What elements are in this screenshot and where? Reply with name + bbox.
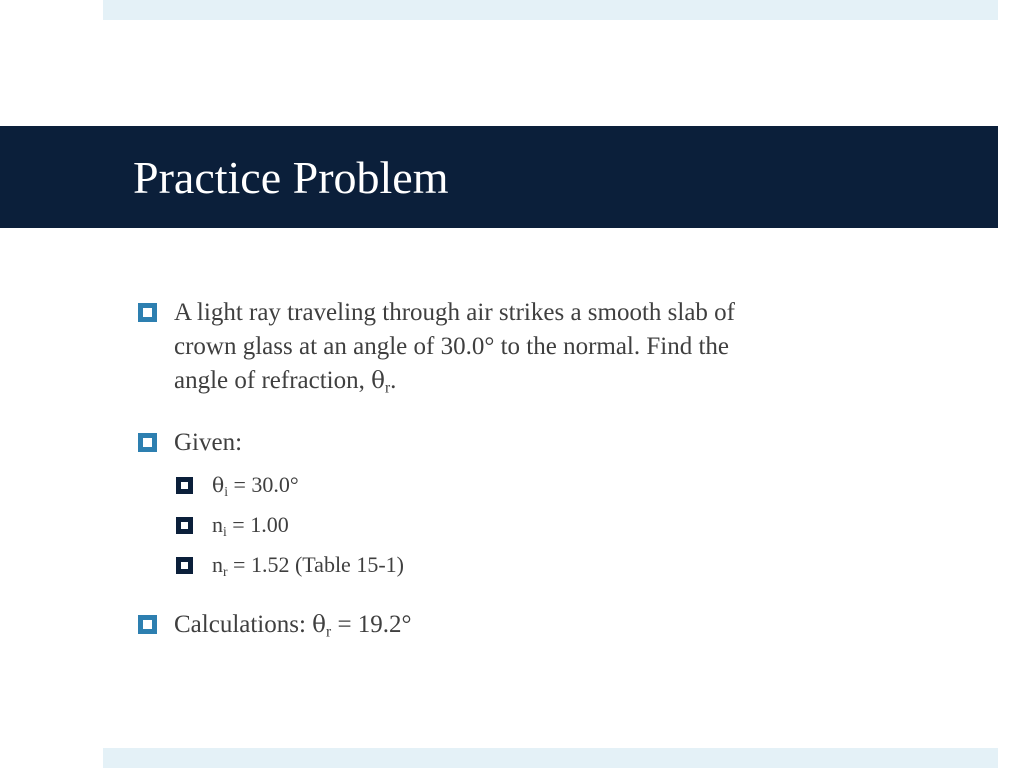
given-bullet (138, 426, 958, 460)
theta-symbol: θ (371, 368, 385, 394)
problem-bullet (138, 296, 958, 398)
square-bullet-icon (138, 303, 157, 322)
given-label: Given: (174, 429, 243, 456)
problem-line-3: angle of refraction, (174, 367, 372, 394)
square-bullet-icon (138, 433, 157, 452)
slide-title: Practice Problem (133, 152, 449, 203)
subscript-r: r (384, 379, 391, 397)
theta-symbol: θ (312, 612, 327, 638)
given-item-n-i (176, 511, 289, 539)
problem-line-1: A light ray traveling through air strikes a smooth slab of (174, 299, 736, 326)
square-bullet-icon (138, 615, 157, 634)
given-subscript: r (223, 563, 228, 579)
problem-line-3-end: . (390, 367, 397, 394)
calculations-value: = 19.2° (331, 611, 412, 638)
given-symbol: θ (212, 473, 225, 497)
given-value: = 30.0° (227, 472, 299, 497)
given-item-n-r (176, 551, 404, 579)
given-value: = 1.52 (Table 15-1) (227, 552, 404, 577)
subscript-r: r (326, 623, 332, 641)
given-subscript: i (224, 483, 228, 499)
problem-line-2: crown glass at an angle of 30.0° to the normal. Find the (174, 333, 730, 360)
calculations-bullet (138, 608, 958, 642)
calculations-label: Calculations: (174, 611, 313, 638)
square-bullet-icon (176, 477, 193, 494)
square-bullet-icon (176, 517, 193, 534)
top-decorative-band (103, 0, 998, 20)
given-subscript: i (223, 523, 227, 539)
given-symbol: n (212, 512, 223, 537)
bottom-decorative-band (103, 748, 998, 768)
given-value: = 1.00 (226, 512, 289, 537)
given-item-theta-i (176, 471, 299, 499)
given-symbol: n (212, 552, 223, 577)
square-bullet-icon (176, 557, 193, 574)
